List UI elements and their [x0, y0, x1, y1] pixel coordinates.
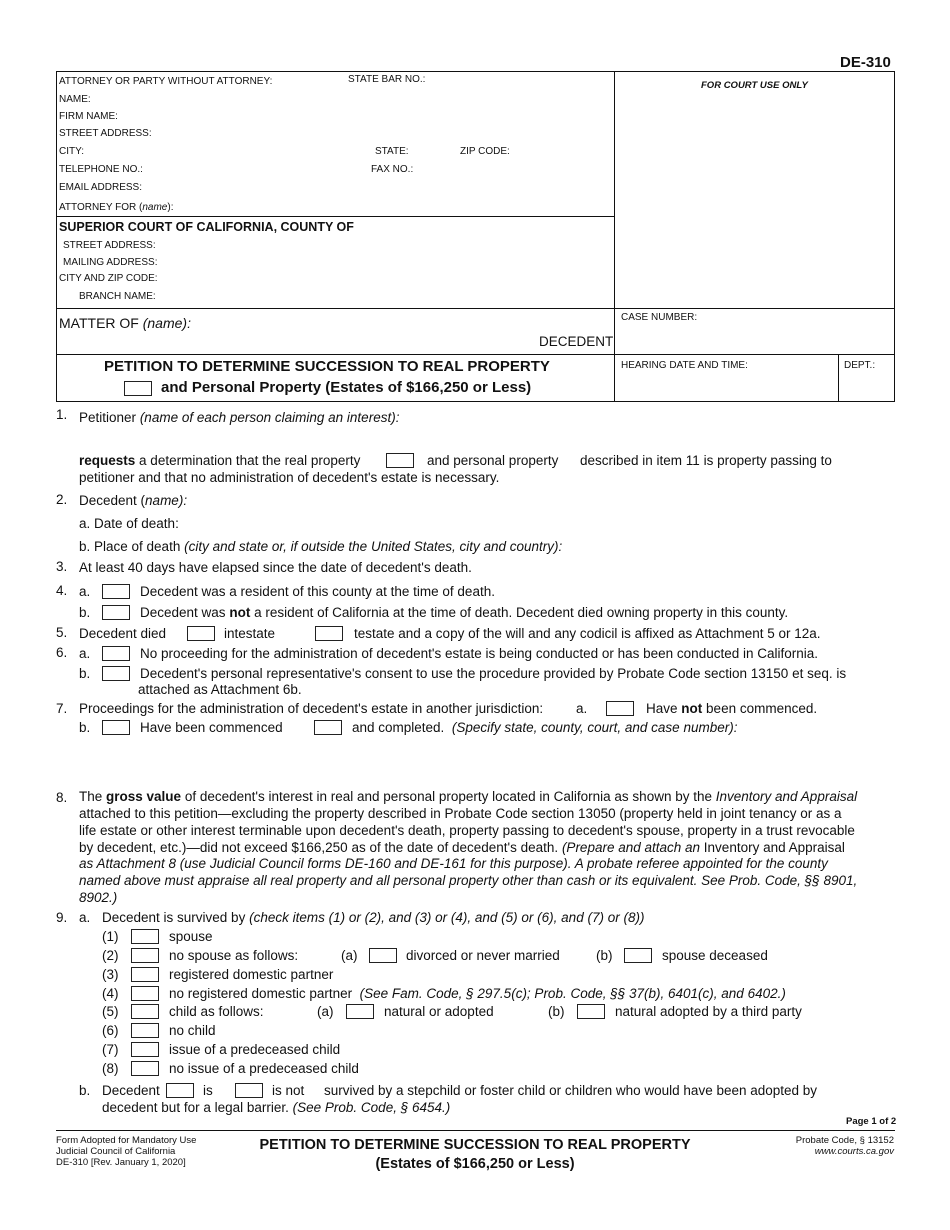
item-3-text: At least 40 days have elapsed since the date of decedent's death.	[79, 560, 472, 575]
item-9a-text: Decedent is survived by (check items (1) or (2), and (3) or (4), and (5) or (6), and (7) or (8))	[102, 910, 645, 925]
form-subtitle: and Personal Property (Estates of $166,250 or Less)	[161, 379, 532, 396]
state-label: STATE:	[375, 146, 409, 157]
name-label: NAME:	[59, 94, 91, 105]
form-id: DE-310	[840, 54, 891, 71]
item-6a-checkbox[interactable]	[102, 646, 130, 661]
firm-name-label: FIRM NAME:	[59, 111, 118, 122]
dept-divider	[838, 354, 839, 401]
telephone-label: TELEPHONE NO.:	[59, 164, 143, 175]
child-checkbox[interactable]	[131, 1004, 159, 1019]
no-domestic-partner-label: no registered domestic partner (See Fam. Code, § 297.5(c); Prob. Code, §§ 37(b), 6401(c), and 6402.)	[169, 986, 786, 1001]
no-spouse-checkbox[interactable]	[131, 948, 159, 963]
survivor-5-number: (5)	[102, 1004, 119, 1019]
item-6a-letter: a.	[79, 646, 91, 661]
third-party-label: natural adopted by a third party	[615, 1004, 802, 1019]
item-9b-letter: b.	[79, 1083, 91, 1098]
spouse-checkbox[interactable]	[131, 929, 159, 944]
court-street-label: STREET ADDRESS:	[63, 240, 156, 251]
matter-section-border	[56, 308, 895, 309]
item-6-number: 6.	[56, 645, 68, 660]
is-checkbox[interactable]	[166, 1083, 194, 1098]
footer-divider	[56, 1130, 895, 1131]
header-left-border	[56, 71, 57, 402]
item-4a-checkbox[interactable]	[102, 584, 130, 599]
is-not-label: is not	[272, 1083, 305, 1098]
child-label: child as follows:	[169, 1004, 264, 1019]
item-6b-checkbox[interactable]	[102, 666, 130, 681]
item-7-number: 7.	[56, 701, 68, 716]
issue-checkbox[interactable]	[131, 1042, 159, 1057]
survivor-2-number: (2)	[102, 948, 119, 963]
item-8-number: 8.	[56, 790, 68, 805]
item-7a-checkbox[interactable]	[606, 701, 634, 716]
item-8-line3: life estate or other interest terminable upon decedent's death, property passing to decedent's spouse, property in a trust revocable	[79, 823, 855, 838]
item-7b-checkbox[interactable]	[102, 720, 130, 735]
survivor-5a-letter: (a)	[317, 1004, 334, 1019]
court-title: SUPERIOR COURT OF CALIFORNIA, COUNTY OF	[59, 220, 354, 234]
header-right-border	[894, 71, 895, 402]
survivor-6-number: (6)	[102, 1023, 119, 1038]
footer-website[interactable]: www.courts.ca.gov	[814, 1146, 894, 1157]
no-domestic-partner-checkbox[interactable]	[131, 986, 159, 1001]
item-4-number: 4.	[56, 583, 68, 598]
footer-right	[796, 1135, 894, 1157]
item-3-number: 3.	[56, 559, 68, 574]
real-property-checkbox[interactable]	[386, 453, 414, 468]
item-7-completed-text: and completed. (Specify state, county, court, and case number):	[352, 720, 738, 735]
hearing-label: HEARING DATE AND TIME:	[621, 360, 748, 371]
item-1-petitioner: Petitioner (name of each person claiming an interest):	[79, 410, 400, 425]
court-use-label: FOR COURT USE ONLY	[701, 80, 808, 91]
court-city-label: CITY AND ZIP CODE:	[59, 273, 158, 284]
natural-adopted-label: natural or adopted	[384, 1004, 494, 1019]
matter-of-label: MATTER OF (name):	[59, 315, 191, 331]
testate-checkbox[interactable]	[315, 626, 343, 641]
item-6b-line2: attached as Attachment 6b.	[138, 682, 302, 697]
item-4a-text: Decedent was a resident of this county at the time of death.	[140, 584, 495, 599]
divorced-label: divorced or never married	[406, 948, 560, 963]
survivor-3-number: (3)	[102, 967, 119, 982]
footer-revision: DE-310 [Rev. January 1, 2020]	[56, 1157, 186, 1168]
testate-label: testate and a copy of the will and any codicil is affixed as Attachment 5 or 12a.	[354, 626, 821, 641]
item-8-line7: 8902.)	[79, 890, 118, 905]
item-7-completed-checkbox[interactable]	[314, 720, 342, 735]
item-7a-letter: a.	[576, 701, 588, 716]
is-not-checkbox[interactable]	[235, 1083, 263, 1098]
footer-council: Judicial Council of California	[56, 1146, 176, 1157]
item-2-number: 2.	[56, 492, 68, 507]
issue-label: issue of a predeceased child	[169, 1042, 341, 1057]
survivor-7-number: (7)	[102, 1042, 119, 1057]
divorced-checkbox[interactable]	[369, 948, 397, 963]
no-child-label: no child	[169, 1023, 216, 1038]
city-label: CITY:	[59, 146, 85, 157]
zip-code-label: ZIP CODE:	[460, 146, 510, 157]
form-title: PETITION TO DETERMINE SUCCESSION TO REAL PROPERTY	[104, 358, 550, 375]
is-label: is	[203, 1083, 213, 1098]
no-child-checkbox[interactable]	[131, 1023, 159, 1038]
survivor-2a-letter: (a)	[341, 948, 358, 963]
court-branch-label: BRANCH NAME:	[79, 291, 156, 302]
survivor-4-number: (4)	[102, 986, 119, 1001]
item-5-number: 5.	[56, 625, 68, 640]
item-8-line1: The gross value of decedent's interest in real and personal property located in California as shown by the Inventory and Appraisal	[79, 789, 858, 804]
item-2-decedent: Decedent (name):	[79, 493, 188, 508]
item-1-conclusion: petitioner and that no administration of decedent's estate is necessary.	[79, 470, 500, 485]
natural-adopted-checkbox[interactable]	[346, 1004, 374, 1019]
footer-title	[244, 1136, 706, 1174]
third-party-checkbox[interactable]	[577, 1004, 605, 1019]
item-9b-decedent: Decedent	[102, 1083, 160, 1098]
street-address-label: STREET ADDRESS:	[59, 128, 152, 139]
item-4a-letter: a.	[79, 584, 91, 599]
item-1-personal: and personal property	[427, 453, 559, 468]
item-8-line2: attached to this petition—excluding the property described in Probate Code section 13050 (property held in joint tenancy or as a	[79, 806, 842, 821]
intestate-label: intestate	[224, 626, 276, 641]
item-2b-place-of-death: b. Place of death (city and state or, if outside the United States, city and country):	[79, 539, 563, 554]
survivor-5b-letter: (b)	[548, 1004, 565, 1019]
fax-label: FAX NO.:	[371, 164, 414, 175]
survivor-2b-letter: (b)	[596, 948, 613, 963]
item-9a-letter: a.	[79, 910, 91, 925]
footer-title-line2: (Estates of $166,250 or Less)	[375, 1156, 575, 1172]
item-8-line4: by decedent, etc.)—did not exceed $166,250 as of the date of decedent's death. (Prepare and attach an Inventory and Appraisal	[79, 840, 845, 855]
item-6a-text: No proceeding for the administration of decedent's estate is being conducted or has been conducted in California.	[140, 646, 819, 661]
court-section-border	[56, 216, 614, 217]
attorney-for-label: ATTORNEY FOR (name):	[59, 202, 174, 213]
footer-probate-code: Probate Code, § 13152	[795, 1135, 894, 1146]
intestate-checkbox[interactable]	[187, 626, 215, 641]
item-7b-text: Have been commenced	[140, 720, 283, 735]
footer-left	[56, 1135, 196, 1168]
spouse-label: spouse	[169, 929, 213, 944]
item-2a-date-of-death: a. Date of death:	[79, 516, 179, 531]
decedent-label: DECEDENT	[539, 334, 614, 349]
spouse-deceased-label: spouse deceased	[662, 948, 768, 963]
item-7b-letter: b.	[79, 720, 91, 735]
dept-label: DEPT.:	[844, 360, 876, 371]
item-1-described: described in item 11 is property passing to	[580, 453, 832, 468]
item-1-number: 1.	[56, 407, 68, 422]
state-bar-label: STATE BAR NO.:	[348, 74, 426, 85]
no-issue-label: no issue of a predeceased child	[169, 1061, 359, 1076]
footer-adopted: Form Adopted for Mandatory Use	[56, 1135, 197, 1146]
spouse-deceased-checkbox[interactable]	[624, 948, 652, 963]
item-8-line6: named above must appraise all real property and all personal property other than cash or its equivalent. See Prob. Code, §§ 8901,	[79, 873, 858, 888]
no-issue-checkbox[interactable]	[131, 1061, 159, 1076]
item-7a-text: Have not been commenced.	[646, 701, 818, 716]
no-spouse-label: no spouse as follows:	[169, 948, 299, 963]
court-mailing-label: MAILING ADDRESS:	[63, 257, 158, 268]
attorney-label: ATTORNEY OR PARTY WITHOUT ATTORNEY:	[59, 76, 273, 87]
item-4b-text: Decedent was not a resident of California at the time of death. Decedent died owning property in this county.	[140, 605, 789, 620]
header-bottom-border	[56, 401, 895, 402]
header-divider	[614, 71, 615, 402]
header-top-border	[56, 71, 895, 72]
item-9b-line2: decedent but for a legal barrier. (See Prob. Code, § 6454.)	[102, 1100, 451, 1115]
item-4b-letter: b.	[79, 605, 91, 620]
case-number-label: CASE NUMBER:	[621, 312, 698, 323]
item-5-text: Decedent died	[79, 626, 167, 641]
item-1-request: requests a determination that the real property	[79, 453, 361, 468]
item-7-text: Proceedings for the administration of decedent's estate in another jurisdiction:	[79, 701, 544, 716]
survivor-1-number: (1)	[102, 929, 119, 944]
item-9b-text: survived by a stepchild or foster child or children who would have been adopted by	[324, 1083, 818, 1098]
title-checkbox[interactable]	[124, 381, 152, 396]
item-9-number: 9.	[56, 910, 68, 925]
item-8-line5: as Attachment 8 (use Judicial Council forms DE-160 and DE-161 for this purpose). A probate referee appointed for the county	[79, 856, 828, 871]
domestic-partner-checkbox[interactable]	[131, 967, 159, 982]
survivor-8-number: (8)	[102, 1061, 119, 1076]
page-number: Page 1 of 2	[846, 1116, 897, 1127]
item-6b-letter: b.	[79, 666, 91, 681]
email-label: EMAIL ADDRESS:	[59, 182, 142, 193]
item-4b-checkbox[interactable]	[102, 605, 130, 620]
item-6b-line1: Decedent's personal representative's consent to use the procedure provided by Probate Code section 13150 et seq. is	[140, 666, 847, 681]
footer-title-line1: PETITION TO DETERMINE SUCCESSION TO REAL PROPERTY	[259, 1137, 691, 1153]
title-section-border	[56, 354, 895, 355]
domestic-partner-label: registered domestic partner	[169, 967, 334, 982]
